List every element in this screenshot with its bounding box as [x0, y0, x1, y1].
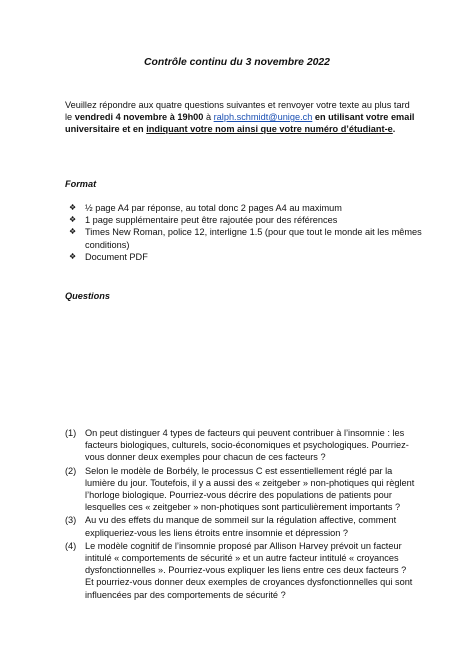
intro-text-3: en utilisant votre email universitaire et en — [65, 112, 415, 135]
format-list — [65, 202, 425, 263]
intro-text-1: Veuillez répondre aux quatre questions suivantes et renvoyer votre texte au plus tard le — [65, 100, 410, 123]
list-item — [65, 514, 415, 538]
list-item — [65, 214, 425, 226]
intro-text-4: . — [392, 124, 396, 135]
intro-text-2: à — [203, 112, 214, 123]
questions-list — [65, 427, 415, 602]
page-title: Contrôle continu du 3 novembre 2022 — [144, 57, 330, 68]
question-text: Au vu des effets du manque de sommeil sur la régulation affective, comment expliqueriez-vous les liens étroits entre insomnie et dépression ? — [85, 515, 397, 538]
email-link[interactable]: ralph.schmidt@unige.ch — [213, 112, 313, 123]
deadline-text: vendredi 4 novembre à 19h00 — [74, 112, 204, 123]
list-item — [65, 202, 425, 214]
list-item — [65, 465, 415, 514]
format-item-text: 1 page supplémentaire peut être rajoutée pour des références — [85, 215, 338, 226]
questions-heading: Questions — [65, 291, 110, 301]
question-text: Selon le modèle de Borbély, le processus C est essentiellement réglé par la lumière du jour. Toutefois, il y a aussi des « zeitgeber » non-photiques qui règlent l’horloge biologique. Pourriez-vous décrire des populations de patients pour lesquelles ces « zeitgeber » non-photiques sont particulièrement importants ? — [85, 465, 415, 513]
list-item — [65, 540, 415, 601]
diamond-bullet-icon: ❖ — [69, 227, 77, 237]
question-text: On peut distinguer 4 types de facteurs qui peuvent contribuer à l’insomnie : les facteurs biologiques, culturels, socio-économiques et psychologiques. Pourriez-vous donner deux exemples pour chacun de ces facteurs ? — [85, 428, 409, 463]
intro-underlined-text: indiquant votre nom ainsi que votre numéro d’étudiant-e — [146, 124, 393, 135]
question-number: (1) — [65, 428, 77, 438]
question-number: (4) — [65, 540, 77, 551]
list-item — [65, 427, 415, 464]
question-number: (2) — [65, 465, 77, 476]
diamond-bullet-icon: ❖ — [69, 251, 77, 261]
format-heading: Format — [65, 179, 97, 189]
diamond-bullet-icon: ❖ — [69, 203, 77, 212]
format-item-text: Times New Roman, police 12, interligne 1.5 (pour que tout le monde ait les mêmes conditions) — [85, 227, 422, 250]
diamond-bullet-icon: ❖ — [69, 215, 77, 225]
question-number: (3) — [65, 515, 77, 526]
format-item-text: Document PDF — [85, 251, 148, 262]
list-item — [65, 226, 425, 250]
question-text: Le modèle cognitif de l’insomnie proposé par Allison Harvey prévoit un facteur intitulé « comportements de sécurité » et un autre facteur intitulé « croyances dysfonctionnelles ». Pourriez-vous expliquer les liens entre ces deux facteurs ? Et pourriez-vous donner deux exemples de croyances dysfonctionnelles qui sont influencées par des comportements de sécurité ? — [85, 540, 413, 600]
intro-paragraph — [65, 99, 415, 136]
format-item-text: ½ page A4 par réponse, au total donc 2 pages A4 au maximum — [85, 203, 342, 213]
list-item — [65, 251, 425, 263]
